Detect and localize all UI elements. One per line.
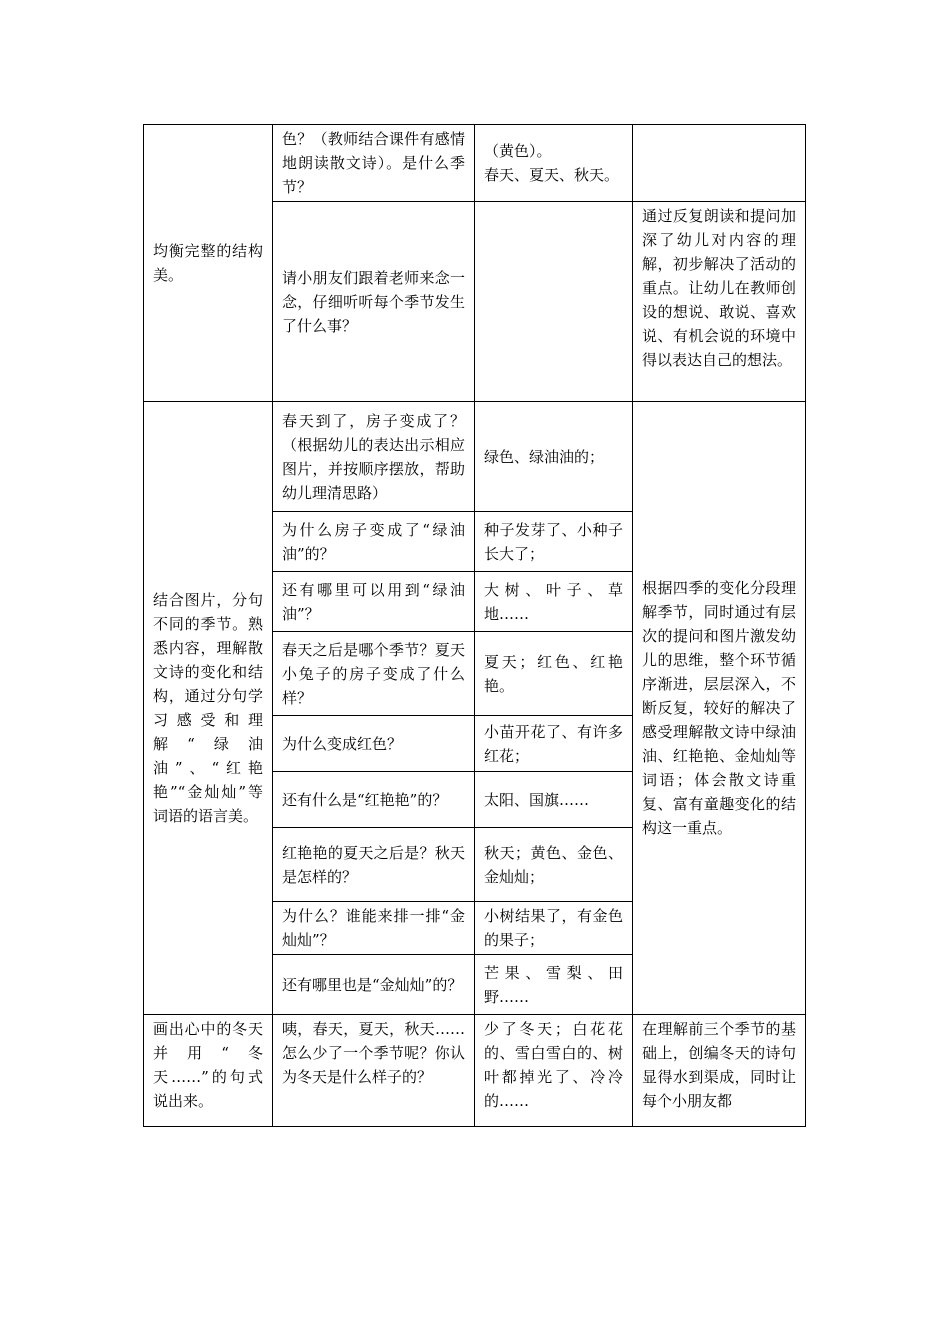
question-cell: 为什么？谁能来排一排“金灿灿”？ bbox=[273, 902, 475, 955]
answer-cell: 秋天；黄色、金色、金灿灿； bbox=[475, 828, 633, 902]
question-cell: 还有哪里可以用到“绿油油”？ bbox=[273, 572, 475, 632]
lesson-plan-table bbox=[143, 124, 806, 1127]
answer-cell: 绿色、绿油油的； bbox=[475, 402, 633, 512]
question-cell: 为什么变成红色？ bbox=[273, 716, 475, 772]
note-cell: 通过反复朗读和提问加深了幼儿对内容的理解，初步解决了活动的重点。让幼儿在教师创设的想说、敢说、喜欢说、有机会说的环境中得以表达自己的想法。 bbox=[633, 202, 806, 402]
question-cell: 请小朋友们跟着老师来念一念，仔细听听每个季节发生了什么事？ bbox=[273, 202, 475, 402]
question-cell: 还有哪里也是“金灿灿”的？ bbox=[273, 955, 475, 1015]
note-cell: 在理解前三个季节的基础上，创编冬天的诗句显得水到渠成，同时让每个小朋友都 bbox=[633, 1015, 806, 1127]
note-cell bbox=[633, 125, 806, 202]
answer-cell: 种子发芽了、小种子长大了； bbox=[475, 512, 633, 572]
answer-cell: 太阳、国旗…… bbox=[475, 772, 633, 828]
answer-cell: 小树结果了，有金色的果子； bbox=[475, 902, 633, 955]
table-row bbox=[144, 125, 806, 202]
question-cell: 色？（教师结合课件有感情地朗读散文诗）。是什么季节？ bbox=[273, 125, 475, 202]
answer-line: 春天、夏天、秋天。 bbox=[484, 166, 620, 184]
answer-cell: 少了冬天；白花花的、雪白雪白的、树叶都掉光了、冷冷的…… bbox=[475, 1015, 633, 1127]
answer-cell: 夏天；红色、红艳艳。 bbox=[475, 632, 633, 716]
answer-cell: 大树、叶子、草地…… bbox=[475, 572, 633, 632]
answer-line: （黄色）。 bbox=[484, 142, 552, 160]
question-cell: 春天到了，房子变成了？（根据幼儿的表达出示相应图片，并按顺序摆放，帮助幼儿理清思路） bbox=[273, 402, 475, 512]
question-cell: 春天之后是哪个季节？夏天小兔子的房子变成了什么样？ bbox=[273, 632, 475, 716]
question-cell: 咦，春天，夏天，秋天……怎么少了一个季节呢？你认为冬天是什么样子的？ bbox=[273, 1015, 475, 1127]
question-cell: 红艳艳的夏天之后是？秋天是怎样的？ bbox=[273, 828, 475, 902]
note-cell: 根据四季的变化分段理解季节，同时通过有层次的提问和图片激发幼儿的思维，整个环节循序渐进，层层深入，不断反复，较好的解决了感受理解散文诗中绿油油、红艳艳、金灿灿等词语；体会散文诗重复、富有童趣变化的结构这一重点。 bbox=[633, 402, 806, 1015]
goal-cell: 均衡完整的结构美。 bbox=[144, 125, 273, 402]
answer-cell bbox=[475, 125, 633, 202]
question-cell: 还有什么是“红艳艳”的？ bbox=[273, 772, 475, 828]
goal-cell: 结合图片，分句不同的季节。熟悉内容，理解散文诗的变化和结构，通过分句学习感受和理解“绿油油”、“红艳艳”“金灿灿”等词语的语言美。 bbox=[144, 402, 273, 1015]
answer-cell bbox=[475, 202, 633, 402]
table-row bbox=[144, 402, 806, 512]
question-cell: 为什么房子变成了“绿油油”的？ bbox=[273, 512, 475, 572]
goal-cell: 画出心中的冬天并用“冬天……”的句式说出来。 bbox=[144, 1015, 273, 1127]
table-row bbox=[144, 1015, 806, 1127]
answer-cell: 小苗开花了、有许多红花； bbox=[475, 716, 633, 772]
answer-cell: 芒果、雪梨、田野…… bbox=[475, 955, 633, 1015]
